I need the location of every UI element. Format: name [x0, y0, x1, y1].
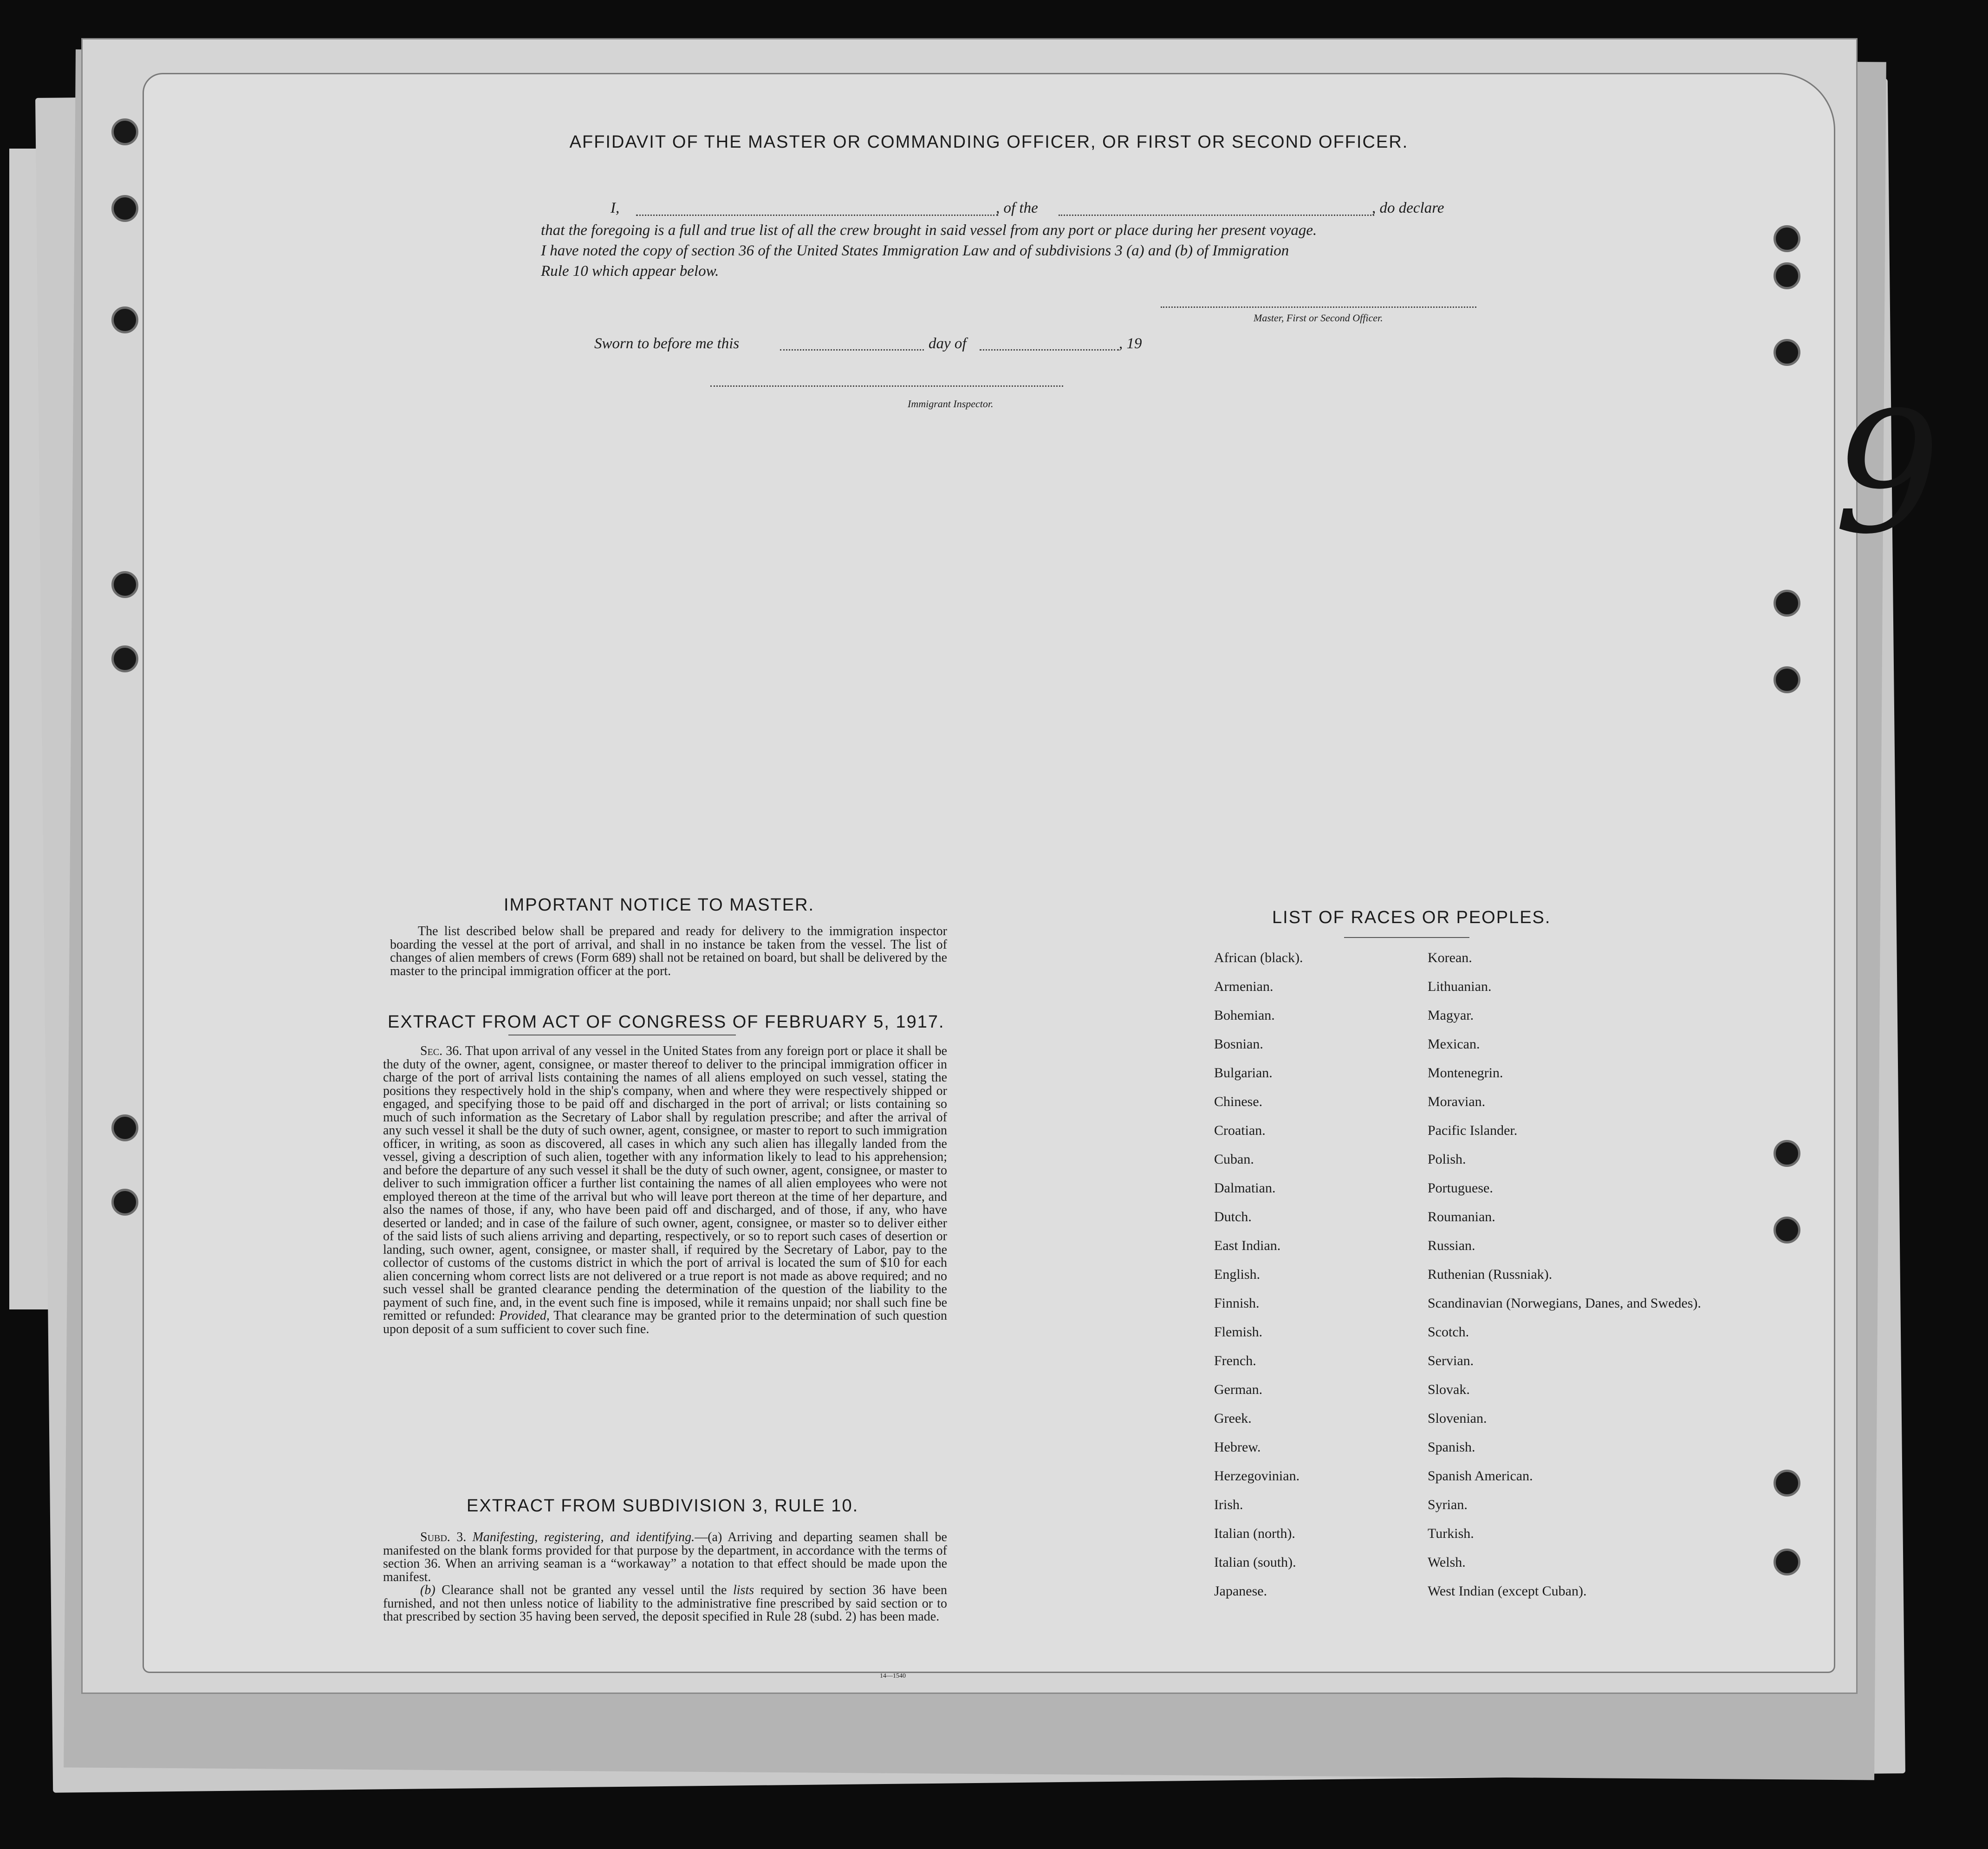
affidavit-line-3: I have noted the copy of section 36 of the United States Immigration Law and of subdivisions 3 (a) and (b) of Immigration [541, 242, 1289, 259]
affidavit-do-declare: , do declare [1372, 200, 1444, 216]
race-item: Servian. [1428, 1353, 1474, 1368]
race-item: Korean. [1428, 950, 1472, 965]
binder-hole [111, 645, 138, 672]
race-item: Dutch. [1214, 1209, 1252, 1224]
form-number: 14—1540 [880, 1673, 906, 1680]
race-item: Ruthenian (Russniak). [1428, 1267, 1553, 1282]
binder-hole [111, 118, 138, 145]
race-item: Turkish. [1428, 1526, 1474, 1541]
race-item: Croatian. [1214, 1123, 1266, 1138]
day-of: day of [929, 335, 967, 352]
race-item: Polish. [1428, 1152, 1466, 1167]
subdivision-3-text [383, 1531, 947, 1624]
race-item: African (black). [1214, 950, 1303, 965]
notice-heading: IMPORTANT NOTICE TO MASTER. [504, 895, 815, 915]
inspector-signature-line [710, 385, 1063, 387]
notice-body: The list described below shall be prepared and ready for delivery to the immigration inspector boarding the vessel at the port of arrival, and shall in no instance be taken from the vessel. The list of changes of alien members of crews (Form 689) shall not be retained on board, but shall be delivered by the master to the principal immigration officer at the port. [390, 924, 947, 978]
race-item: Scandinavian (Norwegians, Danes, and Swedes). [1428, 1296, 1701, 1311]
race-item: Slovak. [1428, 1382, 1470, 1397]
section-36-body: That upon arrival of any vessel in the United States from any foreign port or place it shall be the duty of the owner, agent, consignee, or master thereof to deliver to the principal immigration officer in charge of the port of arrival lists containing the names of all aliens employed on such vessel, stating the positions they respectively hold in the ship's company, when and where they were respectively shipped or engaged, and specifying those to be paid off and discharged in the port of arrival; or lists containing so much of such information as the Secretary of Labor shall by regulation prescribe; and after the arrival of any such vessel it shall be the duty of such owner, agent, consignee, or master to report to such immigration officer, in writing, as soon as discovered, all cases in which any such alien has illegally landed from the vessel, giving a description of such alien, together with any information likely to lead to his apprehension; and before the departure of any such vessel it shall be the duty of such owner, agent, consignee, or master to deliver to such immigration officer a further list containing the names of all alien employees who were not employed thereon at the time of the arrival but who will leave port thereon at the time of her departure, and also the names of those, if any, who have been paid off and discharged, and of those, if any, who have deserted or landed; and in case of the failure of such owner, agent, consignee, or master so to deliver either of the said lists of such aliens arriving and departing, respectively, or so to report such cases of desertion or landing, such owner, agent, consignee, or master shall, if required by the Secretary of Labor, pay to the collector of customs of the customs district in which the port of arrival is located the sum of $10 for each alien concerning whom correct lists are not delivered or a true report is not made as above required; and no such vessel shall be granted clearance pending the determination of the question of the liability to the payment of such fine, and, in the event such fine is imposed, while it remains unpaid; nor shall such fine be remitted or refunded: [383, 1044, 947, 1323]
inspector-caption: Immigrant Inspector. [908, 398, 994, 410]
race-item: French. [1214, 1353, 1256, 1368]
binder-hole [1774, 666, 1800, 693]
provided-word: Provided, [499, 1309, 550, 1323]
binder-hole [1774, 590, 1800, 617]
master-signature-line [1161, 306, 1476, 308]
sworn-text: Sworn to before me this [594, 335, 740, 352]
binder-hole [1774, 1140, 1800, 1167]
race-item: Slovenian. [1428, 1411, 1487, 1426]
race-item: Russian. [1428, 1238, 1475, 1253]
race-item: Cuban. [1214, 1152, 1254, 1167]
para-b-end: required by section 36 have been furnished, and not then unless notice of liability to the administrative fine prescribed by said section or to that prescribed by section 35 having been served, the deposit specified in Rule 28 (subd. 2) has been made. [383, 1583, 948, 1624]
race-item: Syrian. [1428, 1497, 1468, 1512]
affidavit-heading: AFFIDAVIT OF THE MASTER OR COMMANDING OFFICER, OR FIRST OR SECOND OFFICER. [569, 132, 1409, 152]
race-item: Hebrew. [1214, 1439, 1261, 1455]
para-b-label: (b) [420, 1583, 435, 1597]
race-item: East Indian. [1214, 1238, 1281, 1253]
binder-hole [111, 571, 138, 598]
race-item: Scotch. [1428, 1324, 1469, 1340]
race-item: Irish. [1214, 1497, 1243, 1512]
race-item: Finnish. [1214, 1296, 1260, 1311]
binder-hole [111, 1114, 138, 1141]
binder-hole [111, 195, 138, 222]
subd-title: Manifesting, registering, and identifying. [472, 1530, 695, 1544]
race-item: Bohemian. [1214, 1008, 1275, 1023]
race-item: Spanish American. [1428, 1468, 1533, 1484]
binder-hole [1774, 1549, 1800, 1576]
race-item: Armenian. [1214, 979, 1273, 994]
race-item: Herzegovinian. [1214, 1468, 1300, 1484]
para-b-lists: lists [733, 1583, 754, 1597]
heading-rule [1344, 937, 1469, 938]
race-item: Flemish. [1214, 1324, 1263, 1340]
section-36-text [383, 1045, 947, 1336]
races-list-left [1214, 951, 1303, 1613]
act-heading: EXTRACT FROM ACT OF CONGRESS OF FEBRUARY 5, 1917. [388, 1012, 945, 1032]
race-item: Montenegrin. [1428, 1065, 1503, 1081]
name-blank [636, 215, 998, 216]
section-36-end: That clearance may be granted prior to the determination of such question upon deposit of a sum sufficient to cover such fine. [383, 1309, 947, 1336]
race-item: Bulgarian. [1214, 1065, 1273, 1081]
race-item: Italian (south). [1214, 1555, 1296, 1570]
month-blank [980, 349, 1119, 351]
race-item: Mexican. [1428, 1036, 1480, 1052]
race-item: Bosnian. [1214, 1036, 1263, 1052]
section-label: Sec. 36. [420, 1044, 462, 1058]
binder-hole [1774, 339, 1800, 366]
races-heading: LIST OF RACES OR PEOPLES. [1272, 908, 1551, 927]
race-item: Italian (north). [1214, 1526, 1295, 1541]
rule-heading: EXTRACT FROM SUBDIVISION 3, RULE 10. [467, 1496, 859, 1516]
para-b-start: Clearance shall not be granted any vessel until the [442, 1583, 727, 1597]
day-blank [780, 349, 924, 351]
master-signature-caption: Master, First or Second Officer. [1254, 312, 1383, 324]
affidavit-line-2: that the foregoing is a full and true list of all the crew brought in said vessel from any port or place during her present voyage. [541, 222, 1317, 239]
race-item: Dalmatian. [1214, 1180, 1276, 1196]
race-item: Pacific Islander. [1428, 1123, 1518, 1138]
race-item: Spanish. [1428, 1439, 1475, 1455]
race-item: Magyar. [1428, 1008, 1474, 1023]
race-item: West Indian (except Cuban). [1428, 1583, 1587, 1599]
race-item: Moravian. [1428, 1094, 1486, 1109]
binder-hole [1774, 1470, 1800, 1497]
race-item: Lithuanian. [1428, 979, 1492, 994]
race-item: German. [1214, 1382, 1263, 1397]
races-list-right [1428, 951, 1701, 1613]
race-item: Greek. [1214, 1411, 1252, 1426]
binder-hole [111, 1189, 138, 1216]
subd-label: Subd. 3. [420, 1530, 467, 1544]
race-item: English. [1214, 1267, 1260, 1282]
handwritten-page-number: 9 [1834, 376, 1941, 571]
affidavit-line-4: Rule 10 which appear below. [541, 263, 719, 280]
race-item: Portuguese. [1428, 1180, 1493, 1196]
affidavit-of-the: , of the [996, 200, 1038, 216]
race-item: Roumanian. [1428, 1209, 1495, 1224]
race-item: Chinese. [1214, 1094, 1263, 1109]
binder-hole [111, 306, 138, 333]
affidavit-i: I, [611, 200, 620, 216]
binder-hole [1774, 225, 1800, 252]
binder-hole [1774, 262, 1800, 289]
binder-hole [1774, 1217, 1800, 1244]
para-a: —(a) Arriving and departing seamen shall be manifested on the blank forms provided for that purpose by the department, in accordance with the terms of section 36. When an arriving seaman is a “workaway” a notation to that effect should be made upon the manifest. [383, 1530, 947, 1584]
vessel-blank [1059, 215, 1374, 216]
race-item: Welsh. [1428, 1555, 1466, 1570]
race-item: Japanese. [1214, 1583, 1267, 1599]
year-prefix: , 19 [1119, 335, 1142, 352]
